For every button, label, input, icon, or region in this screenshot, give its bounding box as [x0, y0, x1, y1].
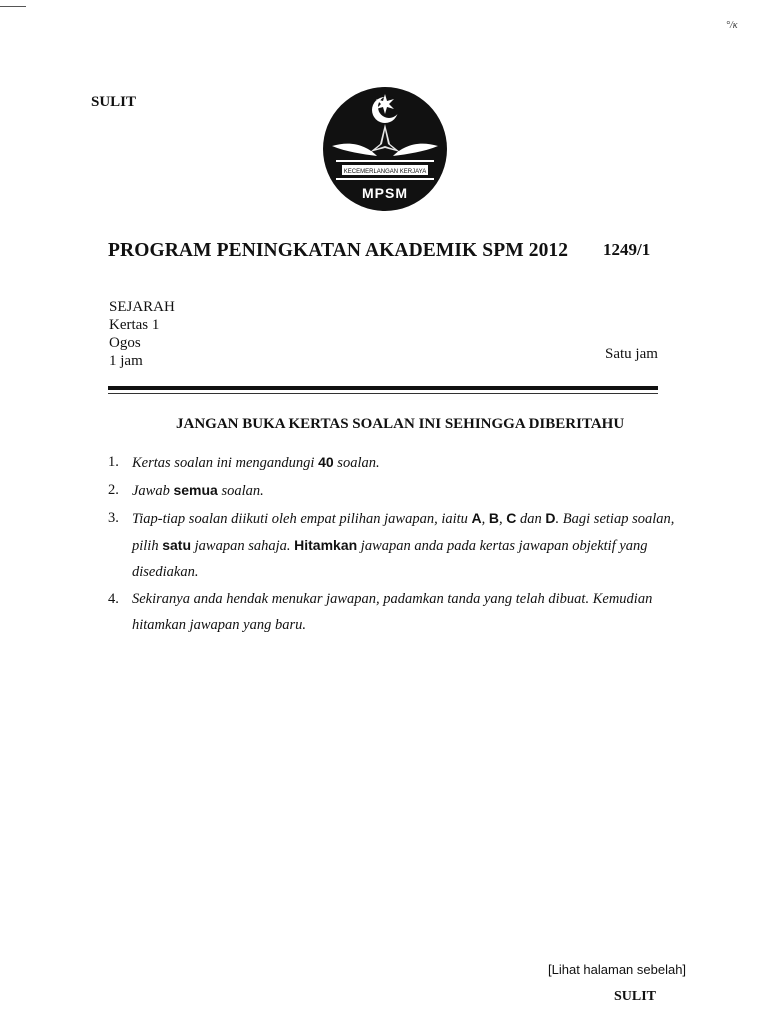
instruction-text: jawapan sahaja. [191, 538, 295, 554]
instruction-number: 1. [108, 454, 119, 470]
paper-info [109, 298, 175, 370]
divider-thin [108, 393, 658, 394]
instruction-text: . Bagi setiap soalan, pilih [132, 511, 675, 554]
instruction-text: Tiap-tiap soalan diikuti oleh empat pilihan jawapan, iaitu [132, 511, 472, 527]
exam-month: Ogos [109, 335, 141, 351]
instruction-emphasis: satu [162, 537, 192, 553]
see-next-page: [Lihat halaman sebelah] [548, 962, 687, 977]
instruction-text: jawapan anda pada kertas jawapan objektif yang disediakan. [132, 538, 648, 580]
instruction-text: soalan. [333, 455, 380, 471]
warning-heading: JANGAN BUKA KERTAS SOALAN INI SEHINGGA DIBERITAHU [176, 416, 625, 432]
logo-acronym: MPSM [362, 185, 408, 201]
corner-scan-line [0, 6, 26, 7]
option-c: C [506, 510, 517, 526]
instruction-item [108, 449, 698, 476]
classification-bottom: SULIT [614, 989, 657, 1004]
instruction-text: , [499, 511, 507, 527]
classification-top: SULIT [91, 94, 137, 110]
subject: SEJARAH [109, 299, 175, 315]
instruction-item [108, 477, 698, 504]
exam-title: PROGRAM PENINGKATAN AKADEMIK SPM 2012 [108, 240, 569, 261]
logo-banner-text: KECEMERLANGAN KERJAYA [343, 169, 427, 175]
instruction-emphasis: 40 [318, 454, 334, 470]
instruction-number: 3. [108, 510, 119, 526]
option-d: D [545, 510, 556, 526]
instruction-emphasis: Hitamkan [294, 537, 358, 553]
instruction-text: Jawab [132, 483, 174, 499]
instruction-item [108, 586, 698, 638]
instruction-number: 4. [108, 591, 119, 607]
instruction-text: Kertas soalan ini mengandungi [132, 455, 319, 471]
duration-short: 1 jam [109, 353, 143, 369]
instruction-emphasis: semua [173, 482, 218, 498]
mpsm-crest-icon [322, 86, 448, 212]
instruction-text: Sekiranya anda hendak menukar jawapan, padamkan tanda yang telah dibuat. Kemudian hitamkan jawapan yang baru. [132, 591, 653, 633]
option-b: B [488, 510, 500, 526]
instructions-list [108, 449, 698, 639]
instruction-text: , [481, 511, 489, 527]
duration-long: Satu jam [605, 346, 658, 362]
scan-mark: °/κ [726, 20, 738, 31]
paper-code: 1249/1 [603, 240, 651, 259]
paper-number: Kertas 1 [109, 317, 160, 333]
instruction-item [108, 505, 698, 585]
divider-thick [108, 386, 658, 390]
instruction-text: soalan. [217, 483, 264, 499]
instruction-number: 2. [108, 482, 119, 498]
option-a: A [471, 510, 482, 526]
instruction-text: dan [516, 511, 546, 527]
